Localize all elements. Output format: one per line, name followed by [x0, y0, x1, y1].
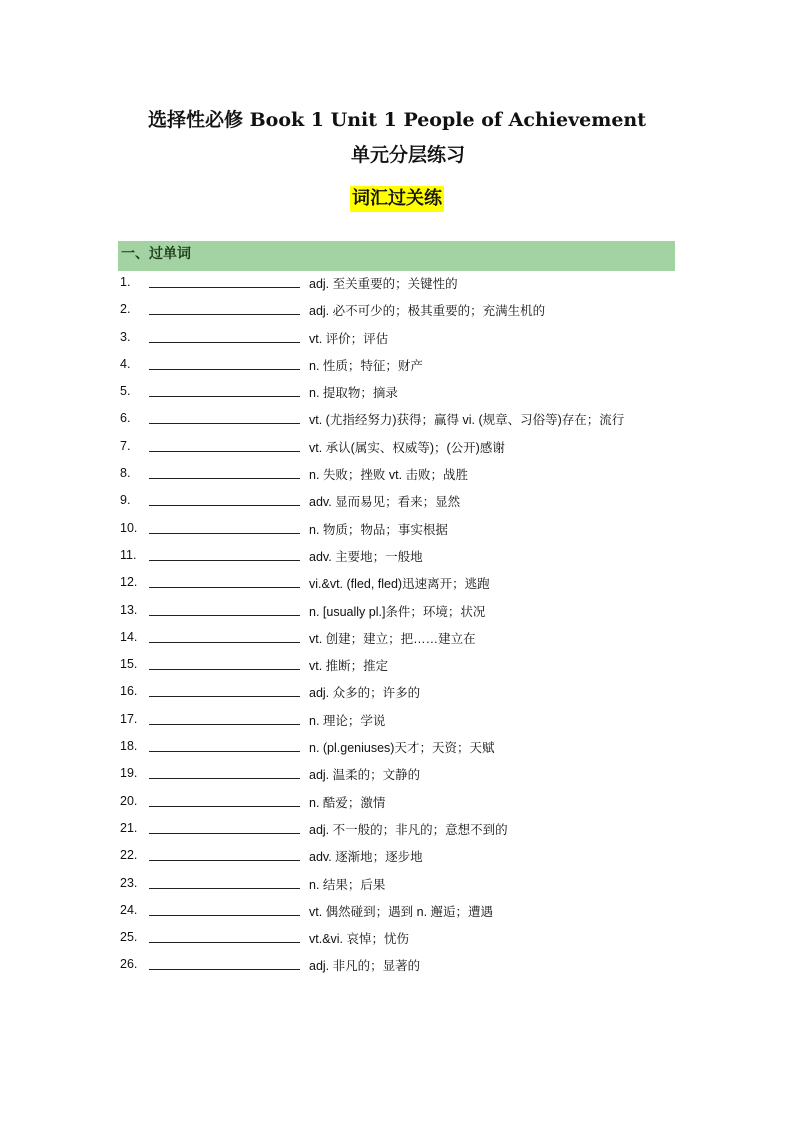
section-badge-wrap [0, 186, 794, 212]
item-number: 18. [120, 739, 138, 754]
item-definition: vt. (尤指经努力)获得；赢得 vi. (规章、习俗等)存在；流行 [309, 413, 625, 428]
item-definition: vt. 推断；推定 [309, 659, 389, 674]
document-title: 选择性必修 Book 1 Unit 1 People of Achievement [147, 109, 646, 131]
item-number: 11. [120, 547, 137, 562]
item-number: 5. [120, 384, 131, 399]
answer-blank[interactable] [149, 615, 300, 616]
item-definition: adj. 众多的；许多的 [309, 686, 421, 701]
answer-blank[interactable] [149, 642, 300, 643]
item-number: 8. [120, 466, 131, 481]
vocab-item [120, 735, 680, 762]
answer-blank[interactable] [149, 396, 300, 397]
vocab-item [120, 326, 680, 353]
item-definition: n. [usually pl.]条件；环境；状况 [309, 604, 486, 619]
vocab-item [120, 517, 680, 544]
item-number: 1. [120, 275, 131, 289]
item-number: 25. [120, 930, 138, 945]
item-number: 19. [120, 766, 138, 781]
vocab-item [120, 489, 680, 516]
vocab-item [120, 680, 680, 707]
vocab-item [120, 708, 680, 735]
vocabulary-list [120, 271, 680, 981]
answer-blank[interactable] [149, 451, 300, 452]
item-definition: n. 结果；后果 [309, 877, 386, 892]
answer-blank[interactable] [149, 587, 300, 588]
answer-blank[interactable] [149, 751, 300, 752]
vocab-item [120, 953, 680, 980]
answer-blank[interactable] [149, 287, 300, 288]
vocab-item [120, 353, 680, 380]
vocab-item [120, 844, 680, 871]
answer-blank[interactable] [149, 778, 300, 779]
item-number: 24. [120, 902, 138, 917]
answer-blank[interactable] [149, 669, 300, 670]
vocab-item [120, 599, 680, 626]
answer-blank[interactable] [149, 942, 300, 943]
answer-blank[interactable] [149, 860, 300, 861]
item-definition: adj. 非凡的；显著的 [309, 959, 421, 974]
answer-blank[interactable] [149, 423, 300, 424]
vocab-item [120, 872, 680, 899]
vocabulary-badge: 词汇过关练 [350, 186, 444, 212]
answer-blank[interactable] [149, 696, 300, 697]
item-number: 4. [120, 356, 131, 371]
answer-blank[interactable] [149, 314, 300, 315]
vocab-item [120, 435, 680, 462]
item-number: 3. [120, 329, 131, 344]
item-definition: vt.&vi. 哀悼；忧伤 [309, 932, 410, 947]
item-definition: n. (pl.geniuses)天才；天资；天赋 [309, 741, 495, 756]
item-definition: n. 理论；学说 [309, 713, 386, 728]
vocab-item [120, 571, 680, 598]
answer-blank[interactable] [149, 342, 300, 343]
item-number: 12. [120, 575, 138, 590]
answer-blank[interactable] [149, 888, 300, 889]
vocab-item [120, 762, 680, 789]
answer-blank[interactable] [149, 833, 300, 834]
item-definition: vt. 创建；建立；把……建立在 [309, 631, 476, 646]
item-definition: adj. 温柔的；文静的 [309, 768, 421, 783]
item-definition: adv. 显而易见；看来；显然 [309, 495, 461, 510]
vocab-item [120, 544, 680, 571]
item-number: 23. [120, 875, 138, 890]
item-definition: adv. 主要地；一般地 [309, 549, 423, 564]
item-definition: vt. 评价；评估 [309, 331, 389, 346]
vocab-item [120, 626, 680, 653]
vocab-item [120, 790, 680, 817]
answer-blank[interactable] [149, 560, 300, 561]
item-number: 9. [120, 493, 131, 508]
item-definition: n. 酷爱；激情 [309, 795, 386, 810]
item-definition: vi.&vt. (fled, fled)迅速离开；逃跑 [309, 577, 490, 592]
vocab-item [120, 271, 680, 298]
item-number: 20. [120, 793, 138, 808]
item-number: 16. [120, 684, 138, 699]
answer-blank[interactable] [149, 505, 300, 506]
item-number: 7. [120, 438, 131, 453]
vocab-item [120, 899, 680, 926]
answer-blank[interactable] [149, 478, 300, 479]
item-definition: vt. 偶然碰到；遇到 n. 邂逅；遭遇 [309, 904, 494, 919]
item-number: 6. [120, 411, 131, 426]
item-number: 15. [120, 657, 138, 672]
item-number: 13. [120, 602, 138, 617]
item-number: 10. [120, 520, 138, 535]
item-number: 21. [120, 820, 138, 835]
item-definition: n. 失败；挫败 vt. 击败；战胜 [309, 468, 469, 483]
item-number: 26. [120, 957, 138, 972]
item-definition: vt. 承认(属实、权威等)；(公开)感谢 [309, 440, 505, 455]
answer-blank[interactable] [149, 969, 300, 970]
item-number: 17. [120, 711, 138, 726]
item-definition: adj. 至关重要的；关键性的 [309, 277, 458, 291]
answer-blank[interactable] [149, 724, 300, 725]
section-heading: 一、过单词 [118, 241, 675, 271]
vocab-item [120, 407, 680, 434]
item-definition: adv. 逐渐地；逐步地 [309, 850, 423, 865]
vocab-item [120, 462, 680, 489]
vocab-item [120, 653, 680, 680]
vocab-item [120, 380, 680, 407]
item-number: 22. [120, 848, 138, 863]
item-number: 14. [120, 629, 138, 644]
document-subtitle: 单元分层练习 [350, 144, 465, 166]
answer-blank[interactable] [149, 806, 300, 807]
answer-blank[interactable] [149, 533, 300, 534]
item-definition: n. 物质；物品；事实根据 [309, 522, 448, 537]
vocab-item [120, 817, 680, 844]
answer-blank[interactable] [149, 915, 300, 916]
item-definition: adj. 不一般的；非凡的；意想不到的 [309, 822, 508, 837]
answer-blank[interactable] [149, 369, 300, 370]
item-definition: adj. 必不可少的；极其重要的；充满生机的 [309, 304, 546, 319]
item-definition: n. 提取物；摘录 [309, 386, 398, 401]
item-number: 2. [120, 302, 131, 317]
vocab-item [120, 926, 680, 953]
vocab-item [120, 298, 680, 325]
item-definition: n. 性质；特征；财产 [309, 358, 423, 373]
